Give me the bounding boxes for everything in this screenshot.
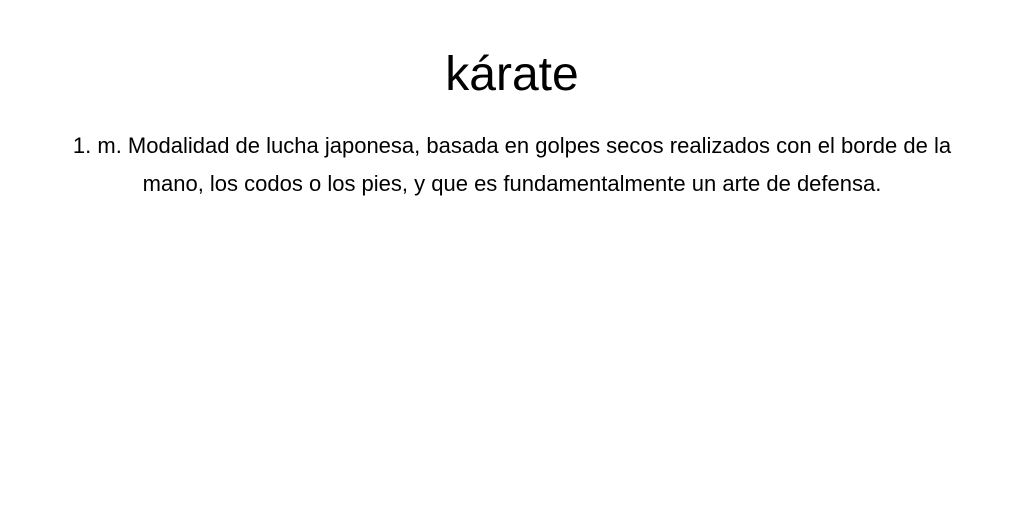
entry-definition: 1. m. Modalidad de lucha japonesa, basada en golpes secos realizados con el borde de la mano, los codos o los pies, y que es fundamentalmente un arte de defensa. (72, 133, 952, 196)
entry-term: kárate (445, 48, 579, 101)
